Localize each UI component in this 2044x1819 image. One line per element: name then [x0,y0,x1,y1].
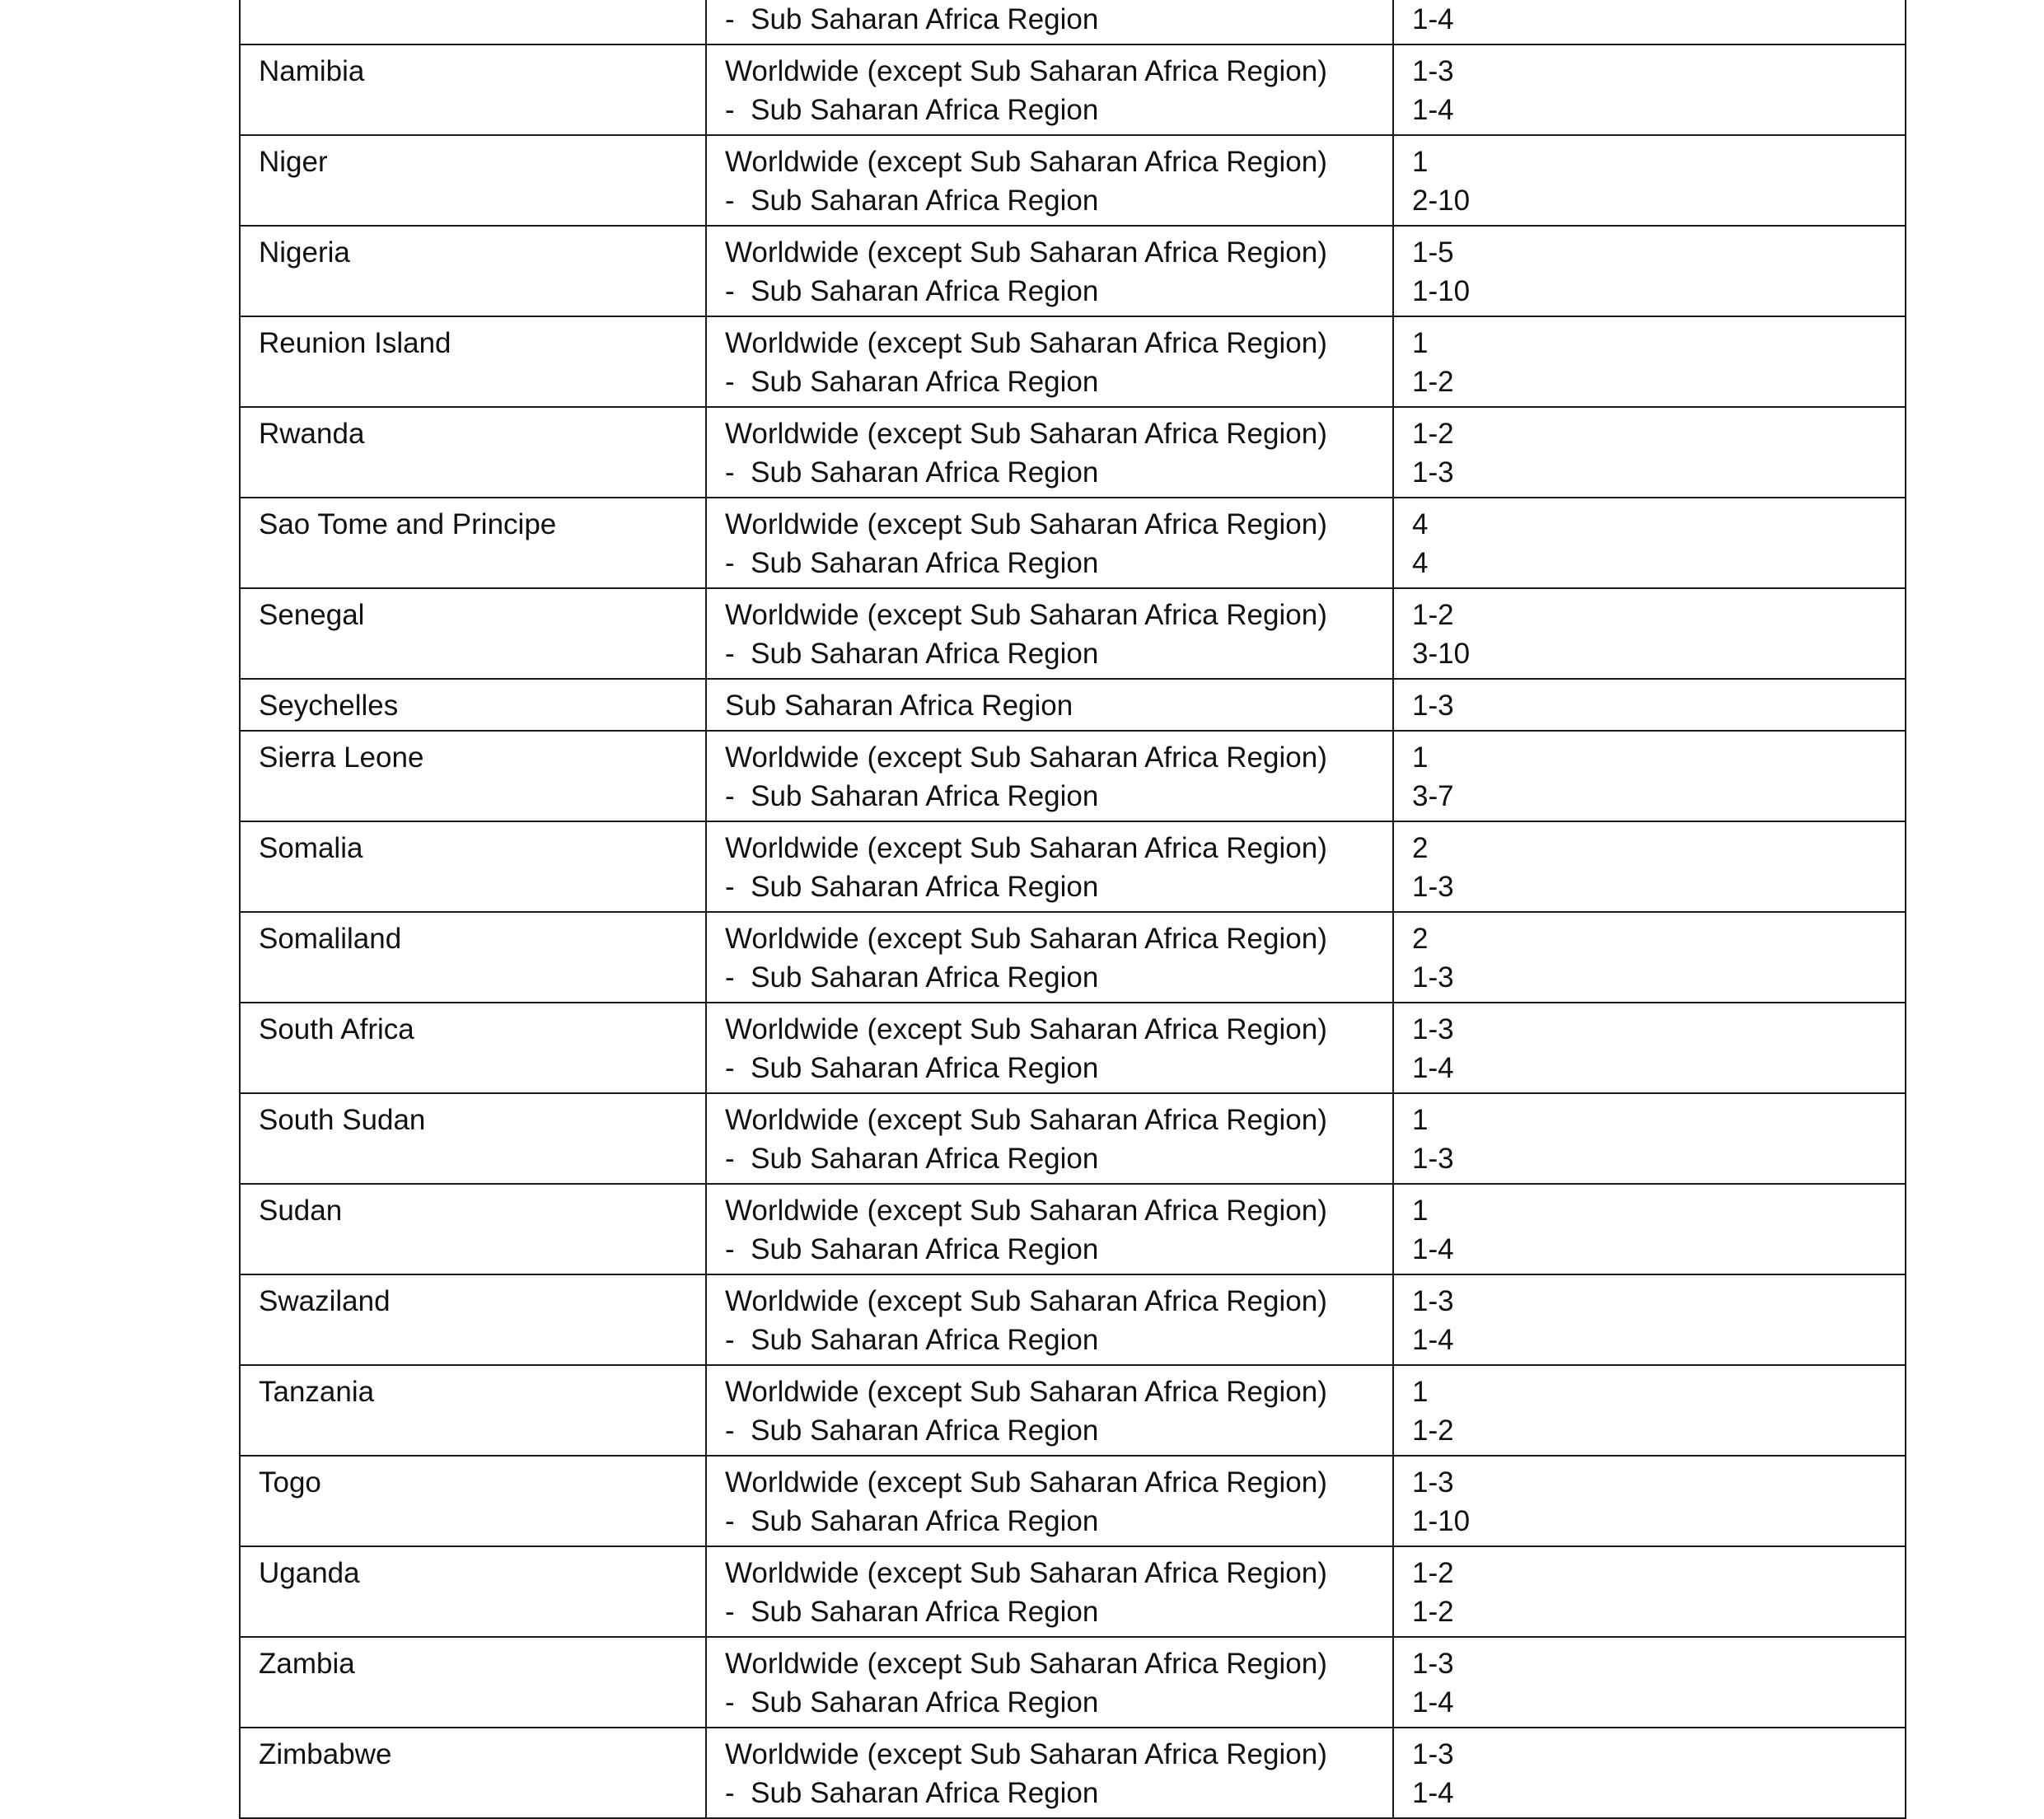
country-name: Sierra Leone [259,741,424,774]
value-text: 1-3 [1412,1285,1454,1317]
region-text: - Sub Saharan Africa Region [725,638,1099,670]
value-cell [1393,1637,1906,1728]
country-cell [240,135,706,226]
value-text: 1-3 [1412,1466,1454,1499]
country-name: Senegal [259,599,365,631]
value-text: 4 [1412,508,1429,540]
country-name: Uganda [259,1557,360,1589]
country-cell [240,679,706,731]
country-cell [240,1003,706,1093]
value-text: 1-10 [1412,275,1471,307]
table-row [240,316,1906,407]
country-name: Namibia [259,55,365,87]
table-row [240,821,1906,912]
value-cell [1393,1546,1906,1637]
region-text: - Sub Saharan Africa Region [725,780,1099,812]
value-cell [1393,588,1906,679]
table-row [240,588,1906,679]
country-cell [240,1093,706,1184]
country-cell [240,588,706,679]
region-cell [706,135,1393,226]
region-text: Worldwide (except Sub Saharan Africa Region) [725,1466,1327,1499]
country-cell [240,1728,706,1818]
value-cell [1393,407,1906,498]
value-text: 1-2 [1412,1596,1454,1628]
value-text: 1-5 [1412,236,1454,269]
table-row [240,135,1906,226]
region-text: - Sub Saharan Africa Region [725,1777,1099,1809]
value-text: 1 [1412,1195,1429,1227]
region-text: - Sub Saharan Africa Region [725,1686,1099,1718]
country-name: Sao Tome and Principe [259,508,557,540]
value-cell [1393,912,1906,1003]
region-text: - Sub Saharan Africa Region [725,1233,1099,1265]
table-row [240,679,1906,731]
region-text: - Sub Saharan Africa Region [725,366,1099,398]
table-row [240,498,1906,588]
region-text: Worldwide (except Sub Saharan Africa Region) [725,1738,1327,1770]
value-text: 1-2 [1412,1557,1454,1589]
region-cell [706,0,1393,44]
region-text: - Sub Saharan Africa Region [725,1505,1099,1537]
table-row [240,0,1906,44]
value-text: 1-10 [1412,1505,1471,1537]
country-cell [240,1637,706,1728]
region-text: Worldwide (except Sub Saharan Africa Region) [725,1376,1327,1408]
country-name: Rwanda [259,418,365,450]
value-text: 1-3 [1412,871,1454,903]
region-text: Worldwide (except Sub Saharan Africa Region) [725,1285,1327,1317]
country-name: Zambia [259,1648,355,1680]
value-text: 2-10 [1412,185,1471,217]
value-text: 1-2 [1412,1415,1454,1447]
country-name: Zimbabwe [259,1738,392,1770]
region-text: Worldwide (except Sub Saharan Africa Region) [725,599,1327,631]
region-cell [706,1637,1393,1728]
country-cell [240,912,706,1003]
table-row [240,912,1906,1003]
value-text: 1-3 [1412,456,1454,489]
country-name: Tanzania [259,1376,375,1408]
region-cell [706,498,1393,588]
value-text: 1-4 [1412,1324,1454,1356]
table-row [240,1274,1906,1365]
country-cell [240,1546,706,1637]
region-text: - Sub Saharan Africa Region [725,185,1099,217]
table-row [240,407,1906,498]
table-row [240,1728,1906,1818]
value-text: 2 [1412,832,1429,864]
value-text: 1-2 [1412,599,1454,631]
country-name: Togo [259,1466,321,1499]
country-cell [240,0,706,44]
region-cell [706,912,1393,1003]
value-text: 1 [1412,146,1429,178]
region-text: - Sub Saharan Africa Region [725,961,1099,994]
country-cell [240,1456,706,1546]
region-cell [706,407,1393,498]
country-cell [240,498,706,588]
region-cell [706,1456,1393,1546]
region-cell [706,1184,1393,1274]
value-cell [1393,821,1906,912]
value-text: 1-4 [1412,94,1454,126]
region-cell [706,1728,1393,1818]
value-cell [1393,679,1906,731]
value-text: 1-4 [1412,1052,1454,1084]
value-cell [1393,316,1906,407]
value-text: 1 [1412,741,1429,774]
value-cell [1393,1274,1906,1365]
region-cell [706,1274,1393,1365]
region-text: Worldwide (except Sub Saharan Africa Region) [725,146,1327,178]
value-text: 2 [1412,923,1429,955]
table-row [240,1456,1906,1546]
value-text: 1-3 [1412,1013,1454,1045]
region-cell [706,1003,1393,1093]
region-text: Worldwide (except Sub Saharan Africa Region) [725,832,1327,864]
region-text: - Sub Saharan Africa Region [725,1052,1099,1084]
region-text: - Sub Saharan Africa Region [725,1596,1099,1628]
region-cell [706,679,1393,731]
country-cell [240,1365,706,1456]
region-text: Worldwide (except Sub Saharan Africa Region) [725,1104,1327,1136]
country-name: Nigeria [259,236,350,269]
value-text: 1-3 [1412,961,1454,994]
value-text: 1-3 [1412,1648,1454,1680]
table-row [240,1184,1906,1274]
value-text: 1-2 [1412,418,1454,450]
country-name: Somaliland [259,923,402,955]
value-cell [1393,0,1906,44]
country-name: Niger [259,146,328,178]
country-name: Reunion Island [259,327,451,359]
table-row [240,1093,1906,1184]
region-text: Worldwide (except Sub Saharan Africa Region) [725,236,1327,269]
value-text: 1-4 [1412,1686,1454,1718]
region-cell [706,226,1393,316]
value-text: 1-3 [1412,55,1454,87]
value-cell [1393,226,1906,316]
country-cell [240,731,706,821]
value-text: 1-4 [1412,1777,1454,1809]
value-text: 1-4 [1412,3,1454,35]
region-text: - Sub Saharan Africa Region [725,1415,1099,1447]
value-text: 1-3 [1412,1143,1454,1175]
value-text: 4 [1412,547,1429,579]
value-cell [1393,1456,1906,1546]
value-cell [1393,1093,1906,1184]
value-text: 1 [1412,1104,1429,1136]
table-row [240,731,1906,821]
region-cell [706,1093,1393,1184]
table-row [240,1546,1906,1637]
region-text: Sub Saharan Africa Region [725,690,1073,722]
country-name: Somalia [259,832,363,864]
value-text: 3-10 [1412,638,1471,670]
value-text: 3-7 [1412,780,1454,812]
region-text: - Sub Saharan Africa Region [725,547,1099,579]
region-text: Worldwide (except Sub Saharan Africa Region) [725,923,1327,955]
table-row [240,226,1906,316]
country-name: Swaziland [259,1285,391,1317]
value-text: 1 [1412,1376,1429,1408]
value-text: 1-4 [1412,1233,1454,1265]
value-cell [1393,1003,1906,1093]
value-cell [1393,1728,1906,1818]
country-name: Sudan [259,1195,343,1227]
region-cell [706,316,1393,407]
region-cell [706,731,1393,821]
table-row [240,44,1906,135]
region-cell [706,1546,1393,1637]
value-cell [1393,1365,1906,1456]
region-text: Worldwide (except Sub Saharan Africa Region) [725,741,1327,774]
region-text: - Sub Saharan Africa Region [725,3,1099,35]
table-row [240,1003,1906,1093]
region-text: Worldwide (except Sub Saharan Africa Region) [725,327,1327,359]
region-text: Worldwide (except Sub Saharan Africa Region) [725,508,1327,540]
region-text: - Sub Saharan Africa Region [725,456,1099,489]
value-cell [1393,135,1906,226]
region-text: - Sub Saharan Africa Region [725,1324,1099,1356]
country-name: South Africa [259,1013,414,1045]
country-cell [240,407,706,498]
region-cell [706,821,1393,912]
country-cell [240,1274,706,1365]
country-name: South Sudan [259,1104,426,1136]
region-text: - Sub Saharan Africa Region [725,94,1099,126]
value-text: 1-2 [1412,366,1454,398]
region-text: - Sub Saharan Africa Region [725,275,1099,307]
region-cell [706,1365,1393,1456]
region-text: Worldwide (except Sub Saharan Africa Region) [725,1557,1327,1589]
region-text: Worldwide (except Sub Saharan Africa Region) [725,1013,1327,1045]
table-row [240,1365,1906,1456]
value-cell [1393,44,1906,135]
region-text: Worldwide (except Sub Saharan Africa Region) [725,1648,1327,1680]
table-row [240,1637,1906,1728]
country-cell [240,1184,706,1274]
value-cell [1393,498,1906,588]
value-text: 1 [1412,327,1429,359]
region-text: Worldwide (except Sub Saharan Africa Region) [725,55,1327,87]
region-text: Worldwide (except Sub Saharan Africa Region) [725,1195,1327,1227]
value-text: 1-3 [1412,1738,1454,1770]
region-cell [706,588,1393,679]
region-text: - Sub Saharan Africa Region [725,1143,1099,1175]
region-text: - Sub Saharan Africa Region [725,871,1099,903]
country-cell [240,821,706,912]
country-cell [240,316,706,407]
value-cell [1393,1184,1906,1274]
value-text: 1-3 [1412,690,1454,722]
country-cell [240,44,706,135]
country-name: Seychelles [259,690,399,722]
region-cell [706,44,1393,135]
value-cell [1393,731,1906,821]
region-text: Worldwide (except Sub Saharan Africa Region) [725,418,1327,450]
country-cell [240,226,706,316]
table-body [240,0,1906,1818]
country-region-table [239,0,1906,1819]
